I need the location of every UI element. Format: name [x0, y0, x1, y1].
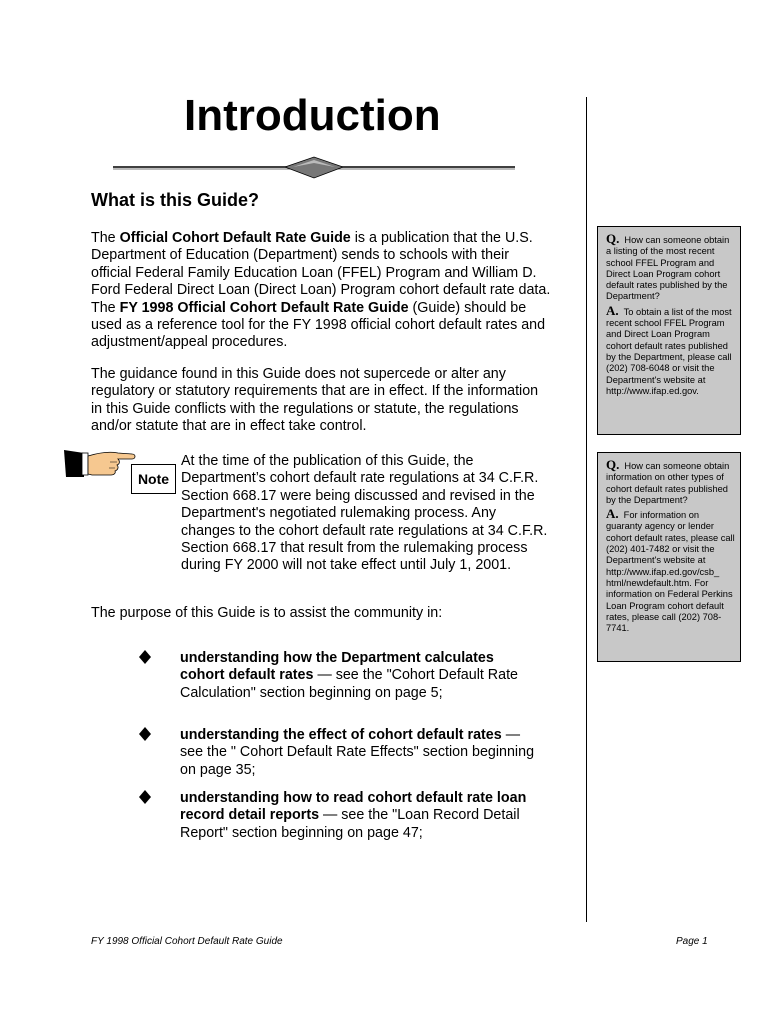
bullet-item: understanding how to read cohort default rate loan record detail reports — see the "Loan Record Detail Report" section beginning on page 47; — [180, 790, 527, 841]
section-heading: What is this Guide? — [91, 190, 260, 210]
bullet-item: understanding how the Department calculates cohort default rates — see the "Cohort Default Rate Calculation" section beginning on page 5; — [180, 650, 519, 701]
qa-answer: For information on guaranty agency or lender cohort default rates, please call (202) 401-7482 or visit the Department's website at http://www.ifap.ed.gov/csb_ html/newdefault.htm. For information on Federal Perkins Loan Program cohort default rates, please call (202) 708-7741. — [606, 510, 735, 634]
purpose-paragraph: The purpose of this Guide is to assist the community in: — [91, 605, 443, 621]
title-divider — [113, 152, 515, 182]
guidance-paragraph: The guidance found in this Guide does not supercede or alter any regulatory or statutory requirements that are in effect. If the information in this Guide conflicts with the regulations or statute, the regulations and/or statute that are in effect take control. — [91, 366, 539, 435]
answer-mark: A. — [606, 302, 619, 318]
footer-guide-title: FY 1998 Official Cohort Default Rate Guide — [91, 936, 283, 947]
diamond-bullet-icon — [138, 727, 152, 741]
question-mark: Q. — [606, 457, 620, 472]
qa-question: How can someone obtain information on other types of cohort default rates published by the Department? — [606, 461, 730, 505]
qa-answer: To obtain a list of the most recent school FFEL Program and Direct Loan Program cohort default rates published by the Department, please call (202) 708-6048 or visit the Department's website at http://www.ifap.ed.gov. — [606, 306, 732, 396]
diamond-bullet-icon — [138, 790, 152, 804]
note-label: Note — [131, 464, 176, 494]
qa-sidebar-box — [597, 452, 741, 662]
page-title: Introduction — [184, 91, 441, 140]
column-divider — [586, 97, 587, 922]
note-text: At the time of the publication of this Guide, the Department’s cohort default rate regulations at 34 C.F.R. Section 668.17 were being discussed and revised in the Department's negotiated rulemaking process. Any changes to the cohort default rate regulations at 34 C.F.R. Section 668.17 that result from the rulemaking process during FY 2000 will not take effect until July 1, 2001. — [181, 453, 548, 574]
question-mark: Q. — [606, 231, 620, 246]
answer-mark: A. — [606, 506, 619, 522]
qa-sidebar-box — [597, 226, 741, 435]
bullet-item: understanding the effect of cohort default rates — see the " Cohort Default Rate Effects" section beginning on page 35; — [180, 727, 535, 778]
page-number: Page 1 — [676, 936, 708, 947]
intro-paragraph: The Official Cohort Default Rate Guide is a publication that the U.S. Department of Education (Department) sends to schools with their official Federal Family Education Loan (FFEL) Program and William D. Ford Federal Direct Loan (Direct Loan) Program cohort default rate data. The FY 1998 Official Cohort Default Rate Guide (Guide) should be used as a reference tool for the FY 1998 official cohort default rates and adjustment/appeal procedures. — [91, 230, 551, 351]
diamond-bullet-icon — [138, 650, 152, 664]
qa-question: How can someone obtain a listing of the most recent school FFEL Program and Direct Loan Program cohort default rates published by the Department? — [606, 235, 730, 302]
pointing-hand-icon — [62, 447, 142, 481]
